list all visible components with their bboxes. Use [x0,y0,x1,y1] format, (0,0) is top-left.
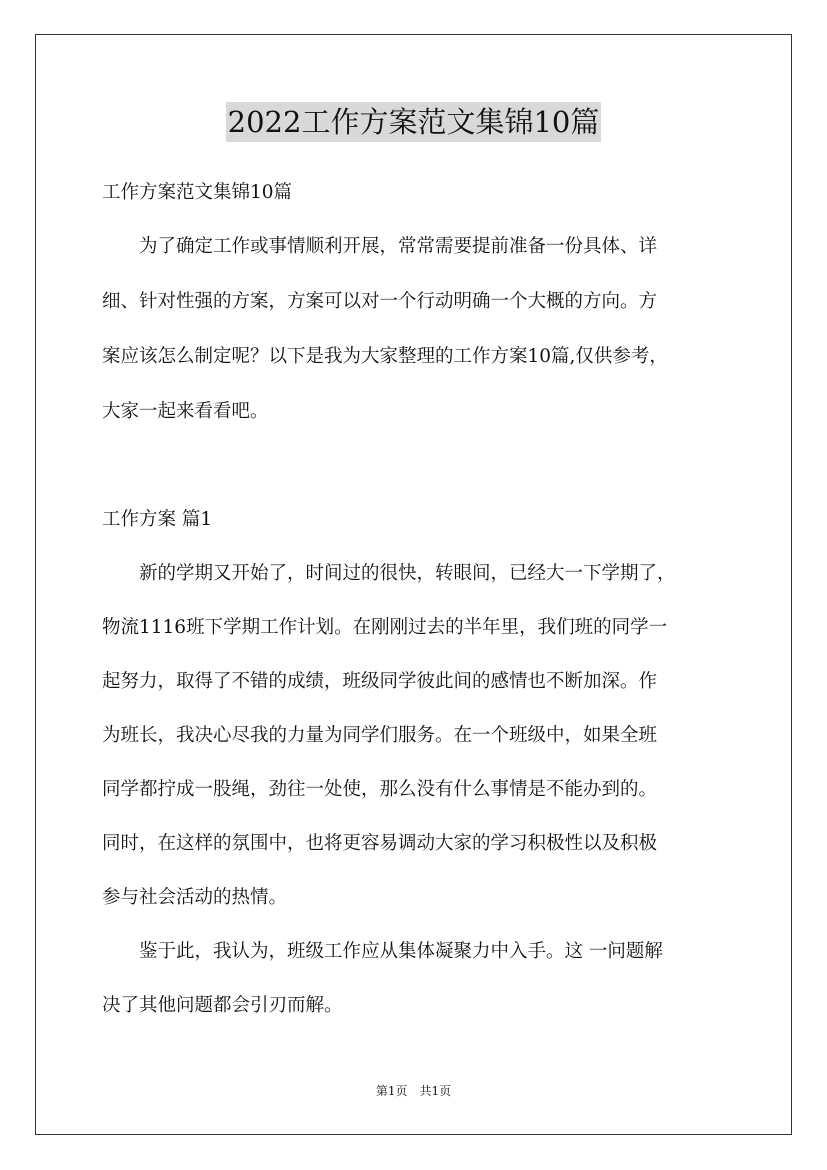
page-number: 第1页 共1页 [375,1084,452,1098]
document-title: 2022工作方案范文集锦10篇 [226,102,602,142]
body-line-7: 参与社会活动的热情。 [102,887,288,908]
document-title-block [0,102,827,142]
section-heading: 工作方案 篇1 [102,509,213,530]
body-line-5: 同学都拧成一股绳，劲往一处使，那么没有什么事情是不能办到的。 [102,779,658,800]
body-line-9: 决了其他问题都会引刃而解。 [102,995,343,1016]
intro-line-4: 大家一起来看看吧。 [102,401,269,422]
page-footer [0,1083,827,1099]
body-line-2: 物流1116班下学期工作计划。在刚刚过去的半年里，我们班的同学一 [102,617,668,638]
document-subtitle: 工作方案范文集锦10篇 [102,182,293,203]
body-line-1: 新的学期又开始了，时间过的很快，转眼间，已经大一下学期了， [102,563,676,584]
intro-line-1: 为了确定工作或事情顺利开展，常常需要提前准备一份具体、详 [102,236,658,257]
body-line-6: 同时，在这样的氛围中，也将更容易调动大家的学习积极性以及积极 [102,833,658,854]
intro-line-2: 细、针对性强的方案，方案可以对一个行动明确一个大概的方向。方 [102,291,658,312]
body-line-3: 起努力，取得了不错的成绩，班级同学彼此间的感情也不断加深。作 [102,671,658,692]
body-line-4: 为班长，我决心尽我的力量为同学们服务。在一个班级中，如果全班 [102,725,658,746]
body-line-8: 鉴于此，我认为，班级工作应从集体凝聚力中入手。这 一问题解 [102,941,663,962]
intro-line-3: 案应该怎么制定呢？以下是我为大家整理的工作方案10篇,仅供参考， [102,346,668,367]
